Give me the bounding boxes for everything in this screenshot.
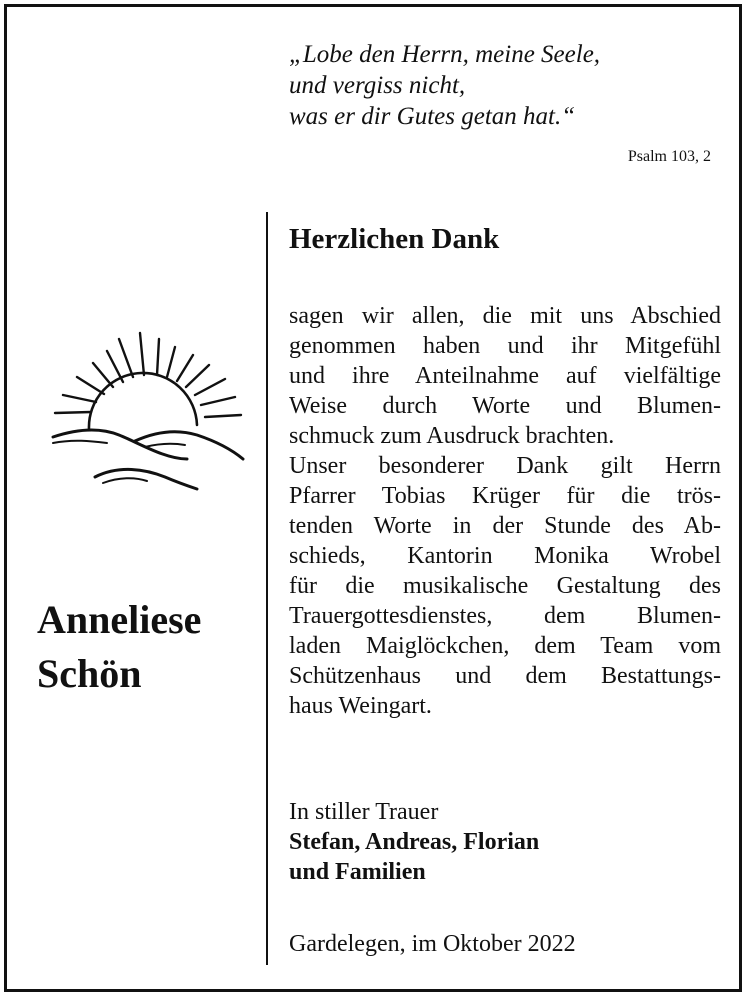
mourner-families: und Familien (289, 859, 426, 885)
body-line: tenden Worte in der Stunde des Ab- (289, 513, 721, 539)
mourning-intro: In stiller Trauer (289, 799, 439, 825)
body-line: und ihre Anteilnahme auf vielfältige (289, 363, 721, 389)
body-line: haus Weingart. (289, 693, 432, 719)
quote-line: „Lobe den Herrn, meine Seele, (289, 41, 601, 68)
body-line: schmuck zum Ausdruck brachten. (289, 423, 615, 449)
deceased-last-name: Schön (37, 651, 142, 696)
thanks-heading: Herzlichen Dank (289, 223, 500, 255)
sunrise-over-hills-icon (47, 325, 247, 497)
body-line: für die musikalische Gestaltung des (289, 573, 721, 599)
obituary-notice (4, 4, 742, 992)
deceased-name (37, 593, 201, 701)
quote-reference: Psalm 103, 2 (627, 148, 711, 165)
body-line: Trauergottesdienstes, dem Blumen- (289, 603, 721, 629)
deceased-first-name: Anneliese (37, 597, 202, 642)
mourners-signature (289, 797, 539, 887)
body-line: Unser besonderer Dank gilt Herrn (289, 453, 721, 479)
body-line: laden Maiglöckchen, dem Team vom (289, 633, 721, 659)
quote-line: was er dir Gutes getan hat.“ (289, 103, 576, 130)
body-line: Pfarrer Tobias Krüger für die trös- (289, 483, 721, 509)
vertical-divider (266, 212, 268, 965)
body-line: Weise durch Worte und Blumen- (289, 393, 721, 419)
body-line: genommen haben und ihr Mitgefühl (289, 333, 721, 359)
quote-line: und vergiss nicht, (289, 72, 466, 99)
place-and-date: Gardelegen, im Oktober 2022 (289, 931, 576, 957)
body-line: Schützenhaus und dem Bestattungs- (289, 663, 721, 689)
thanks-body (289, 301, 721, 721)
body-line: schieds, Kantorin Monika Wrobel (289, 543, 721, 569)
bible-quote (289, 39, 600, 132)
mourner-names: Stefan, Andreas, Florian (289, 829, 540, 855)
body-line: sagen wir allen, die mit uns Abschied (289, 303, 721, 329)
